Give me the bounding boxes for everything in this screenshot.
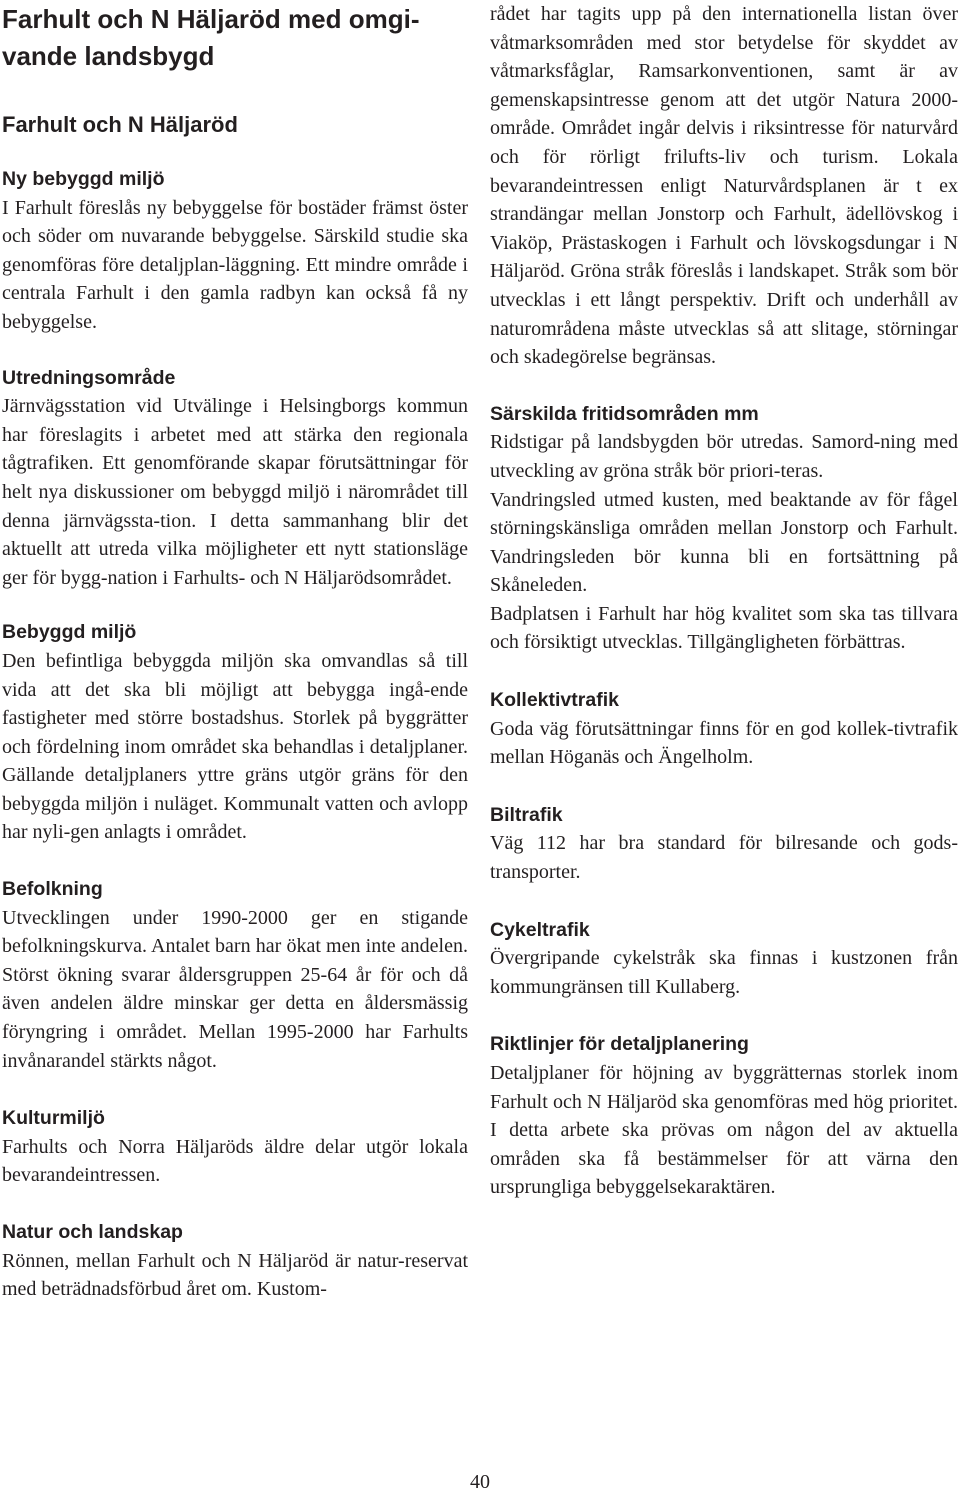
continued-text: rådet har tagits upp på den internationella listan över våtmarksområden med stor betydelse för skyddet av våtmarksfåglar, Ramsarkonventionen, samt är av gemenskapsintresse genom att det utgör Natura 2000-område. Området ingår delvis i riksintresse för naturvård och för rörligt frilufts-liv och turism. Lokala bevarandeintressen enligt Naturvårdsplanen är t ex strandängar mellan Jonstorp och Farhult, ädellövskog i Viaköp, Prästaskogen i Farhult och lövskogsdungar i N Häljaröd. Gröna stråk föreslås i landskapet. Stråk som bör utvecklas i ett långt perspektiv. Drift och underhåll av naturområdena måste utvecklas så att slitage, störningar och skadegörelse begränsas.	[490, 3, 958, 369]
section-biltrafik	[490, 801, 958, 887]
section-text: Vandringsled utmed kusten, med beaktande av för fågel störningskänsliga områden mellan Jonstorp och Farhult. Vandringsleden bör kunna bli en fortsättning på Skåneleden.	[490, 488, 958, 597]
section-text: Badplatsen i Farhult har hög kvalitet som ska tas tillvara och försiktigt utvecklas. Tillgängligheten förbättras.	[490, 602, 958, 654]
section-text: Väg 112 har bra standard för bilresande och gods-transporter.	[490, 832, 958, 884]
section-text: Detaljplaner för höjning av byggrätternas storlek inom Farhult och N Häljaröd ska genomföras med hög prioritet. I detta arbete ska prövas om någon del av aktuella områden ska få bestämmelser för att värna den ursprungliga bebyggelsekaraktären.	[490, 1062, 958, 1199]
section-text: Den befintliga bebyggda miljön ska omvandlas så till vida att det ska bli möjligt att bebygga ingå-ende fastigheter med större bostadshus. Storlek på byggrätter och fördelning inom området ska behandlas i detaljplaner. Gällande detaljplaners yttre gräns utgör gräns för den bebyggda miljön i nuläget. Kommunalt vatten och avlopp har nyli-gen anlagts i området.	[2, 649, 468, 844]
section-befolkning	[2, 875, 468, 1075]
section-text: I Farhult föreslås ny bebyggelse för bostäder främst öster och söder om nuvarande bebyggelse. Särskild studie ska genomföras före detaljplan-läggning. Ett mindre område i centrala Farhult i den gamla radbyn kan också få ny bebyggelse.	[2, 196, 468, 333]
section-heading: Bebyggd miljö	[2, 621, 137, 644]
page-title: Farhult och N Häljaröd med omgi-vande landsbygd	[2, 4, 420, 71]
section-heading: Biltrafik	[490, 803, 563, 826]
section-heading: Befolkning	[2, 878, 103, 901]
section-kulturmiljo	[2, 1104, 468, 1190]
left-column	[2, 0, 468, 1304]
section-heading: Kulturmiljö	[2, 1107, 105, 1130]
section-heading: Kollektivtrafik	[490, 689, 619, 712]
right-column	[490, 0, 958, 1202]
section-text: Järnvägsstation vid Utvälinge i Helsingborgs kommun har föreslagits i arbetet med att stärka den regionala tågtrafiken. Ett genomförande skapar förutsättningar för helt nya diskussioner om bebyggd miljö i närområdet till denna järnvägssta-tion. I detta sammanhang blir det aktuellt att utreda vilka möjligheter ett nytt stationsläge ger för bygg-nation i Farhults- och N Häljarödsområdet.	[2, 395, 468, 589]
section-text: Farhults och Norra Häljaröds äldre delar utgör lokala bevarandeintressen.	[2, 1135, 468, 1187]
section-riktlinjer	[490, 1030, 958, 1202]
section-heading: Ny bebyggd miljö	[2, 168, 165, 190]
section-heading: Natur och landskap	[2, 1221, 183, 1243]
section-text: Rönnen, mellan Farhult och N Häljaröd är natur-reservat med beträdnadsförbud året om. Kustom-	[2, 1249, 468, 1301]
section-cykeltrafik	[490, 916, 958, 1002]
section-natur-och-landskap	[2, 1218, 468, 1304]
section-text: Goda väg förutsättningar finns för en god kollek-tivtrafik mellan Höganäs och Ängelholm.	[490, 717, 958, 769]
section-bebyggd-miljo	[2, 618, 468, 847]
section-text: Övergripande cykelstråk ska finnas i kustzonen från kommungränsen till Kullaberg.	[490, 947, 958, 998]
section-kollektivtrafik	[490, 686, 958, 772]
section-utredningsomrade	[2, 364, 468, 593]
section-heading: Utredningsområde	[2, 366, 176, 389]
section-text: Ridstigar på landsbygden bör utredas. Samord-ning med utveckling av gröna stråk bör priori-teras.	[490, 431, 958, 482]
section-heading: Cykeltrafik	[490, 918, 590, 941]
section-heading: Riktlinjer för detaljplanering	[490, 1033, 749, 1056]
section-text: Utvecklingen under 1990-2000 ger en stigande befolkningskurva. Antalet barn har ökat men inte andelen. Störst ökning svarar åldersgruppen 25-64 år för och då även andelen äldre minskar ger detta en åldersmässig föryngring i området. Mellan 1995-2000 har Farhults invånarandel stärkts något.	[2, 906, 468, 1072]
section-heading: Särskilda fritidsområden mm	[490, 402, 759, 425]
page-number: 40	[470, 1471, 490, 1493]
section-sarskilda-fritidsomraden	[490, 400, 958, 657]
section-ny-bebyggd-miljo	[2, 165, 468, 337]
section-subtitle: Farhult och N Häljaröd	[2, 112, 238, 137]
